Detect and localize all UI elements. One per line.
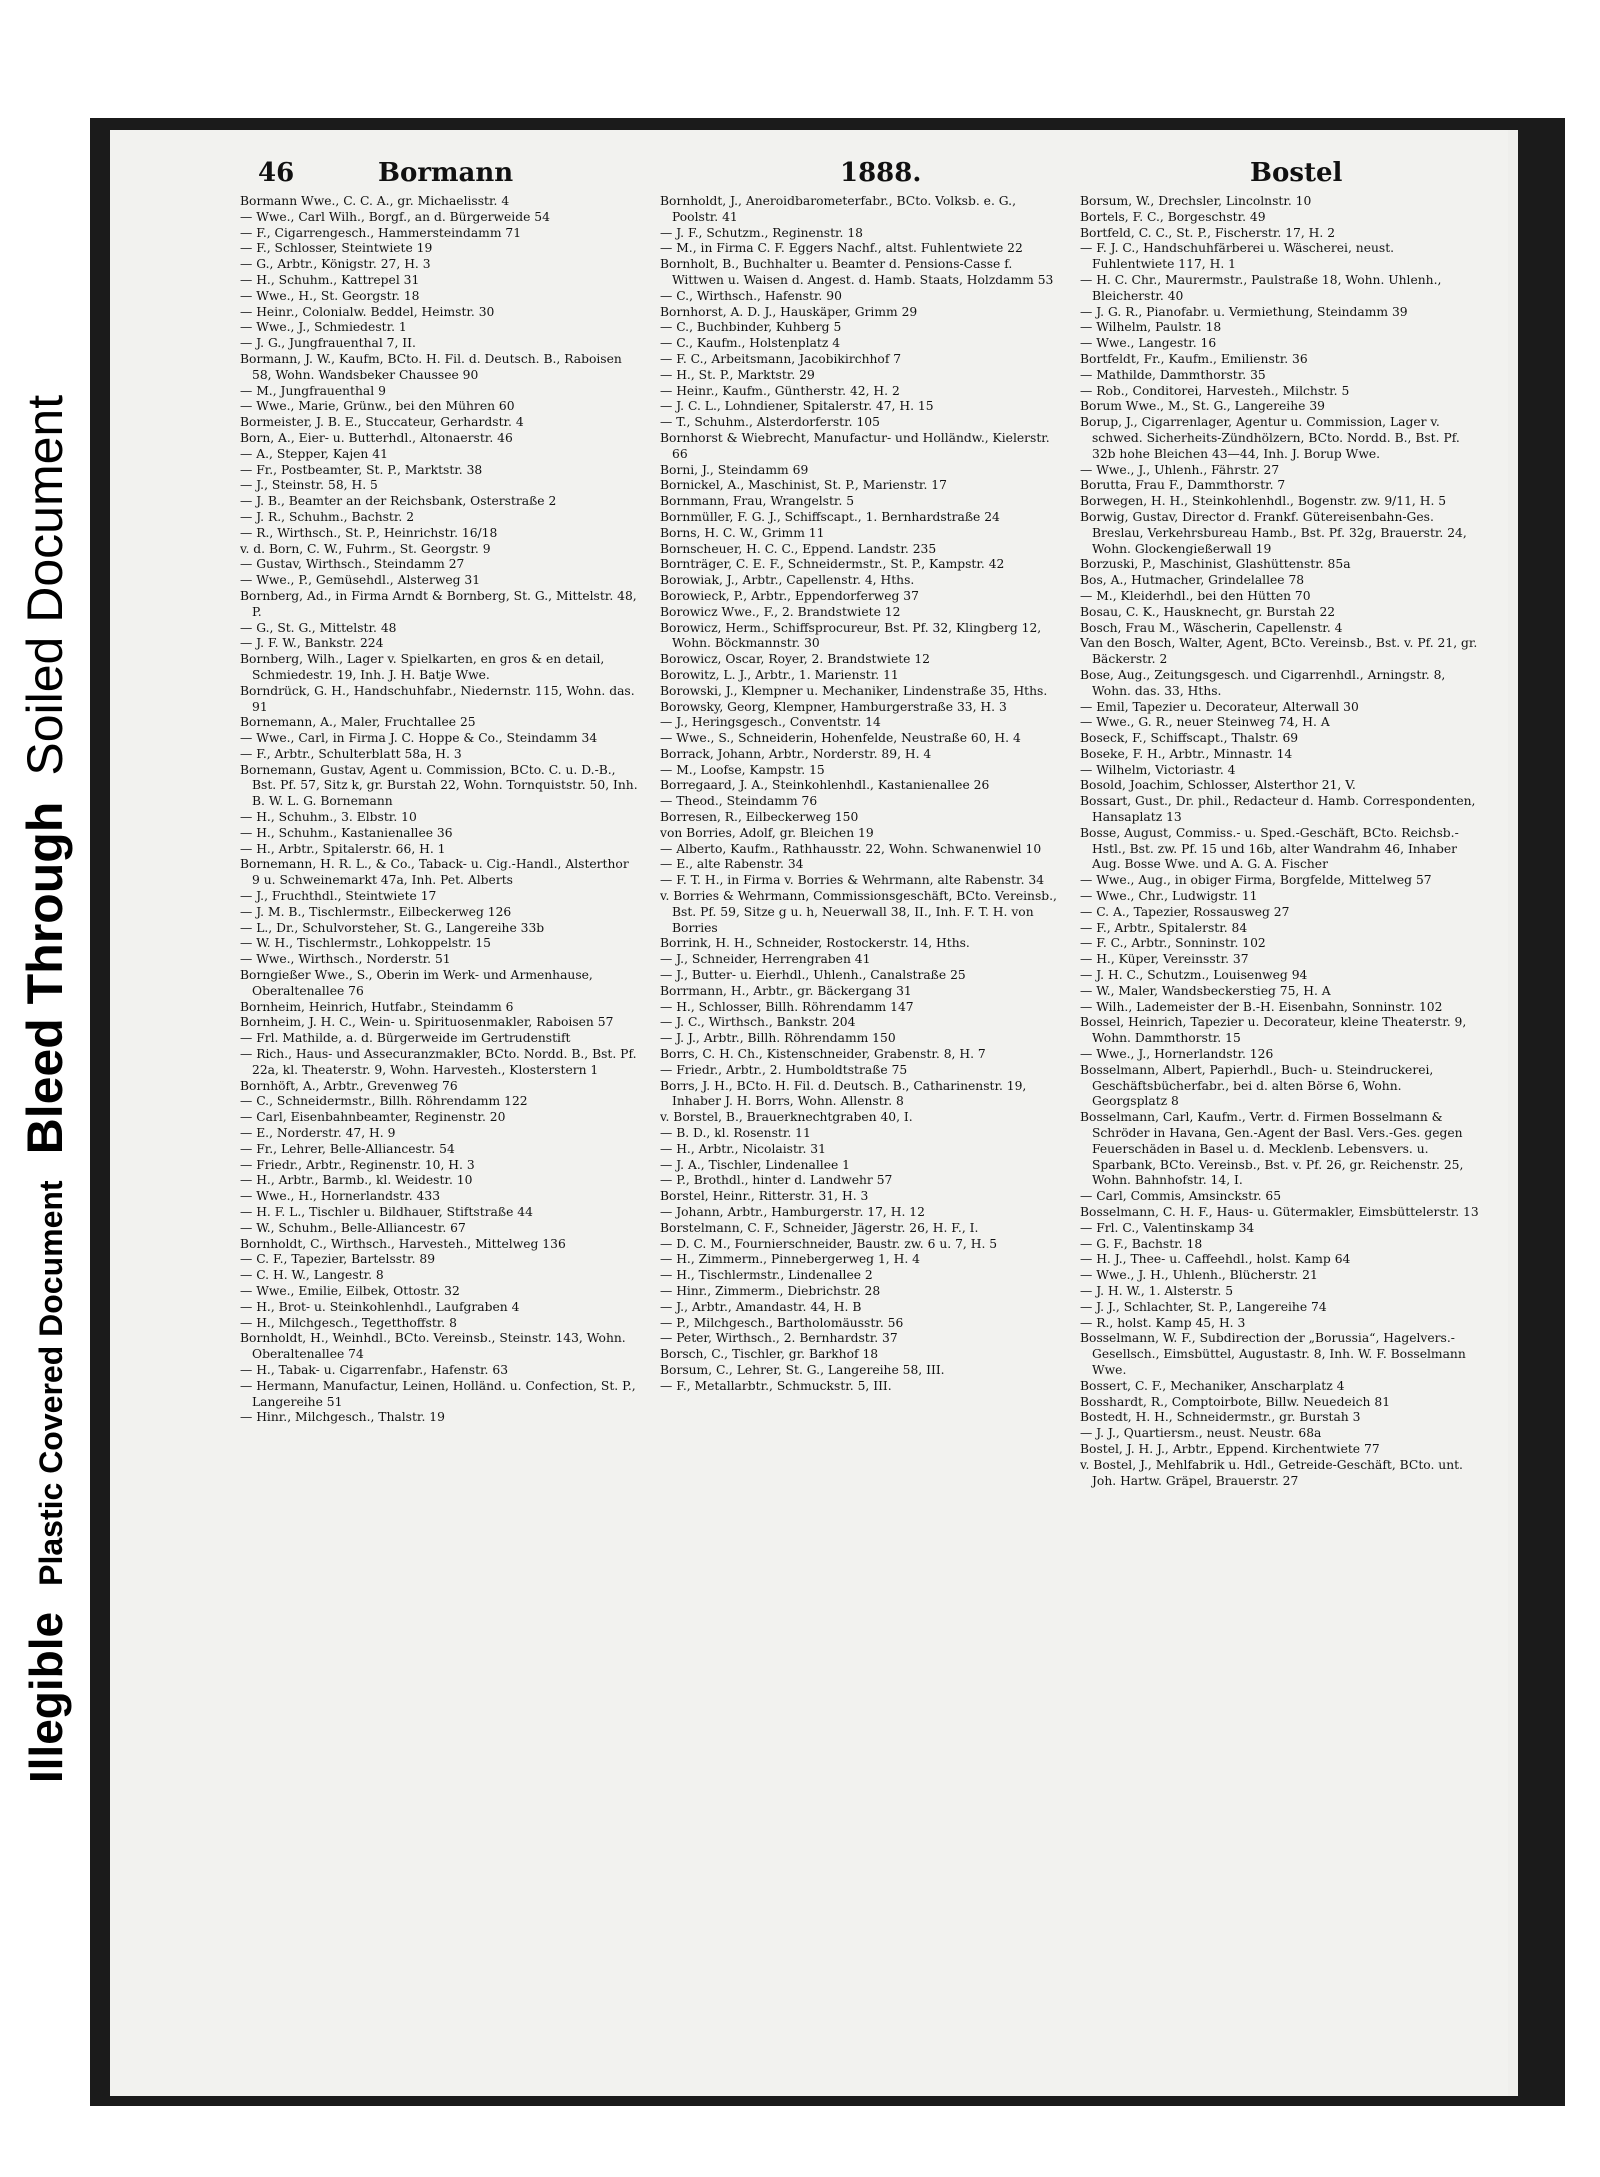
directory-entry: Bosselmann, W. F., Subdirection der „Borussia“, Hagelvers.-Gesellsch., Eimsbüttel, Augustastr. 8, Inh. W. F. Bosselmann Wwe.	[1080, 1331, 1466, 1377]
directory-entry: — F., Cigarrengesch., Hammersteindamm 71	[240, 225, 522, 240]
directory-entry: — J., Butter- u. Eierhdl., Uhlenh., Canalstraße 25	[660, 968, 966, 983]
column-3	[1080, 194, 1480, 2074]
directory-entry: — F., Arbtr., Schulterblatt 58a, H. 3	[240, 746, 462, 761]
directory-entry: — J. G. R., Pianofabr. u. Vermiethung, Steindamm 39	[1080, 304, 1408, 319]
directory-entry: — F. C., Arbeitsmann, Jacobikirchhof 7	[660, 351, 902, 366]
directory-entry: Borregaard, J. A., Steinkohlenhdl., Kastanienallee 26	[660, 778, 990, 793]
directory-entry: Borrs, C. H. Ch., Kistenschneider, Grabenstr. 8, H. 7	[660, 1047, 986, 1062]
directory-entry: Borns, H. C. W., Grimm 11	[660, 525, 825, 540]
directory-entry: — F., Metallarbtr., Schmuckstr. 5, III.	[660, 1378, 892, 1393]
directory-entry: Borrmann, H., Arbtr., gr. Bäckergang 31	[660, 983, 912, 998]
directory-entry: — Wwe., J., Hornerlandstr. 126	[1080, 1047, 1274, 1062]
directory-entry: — F. J. C., Handschuhfärberei u. Wäscherei, neust. Fuhlentwiete 117, H. 1	[1080, 241, 1395, 272]
directory-entry: Borstel, Heinr., Ritterstr. 31, H. 3	[660, 1189, 869, 1204]
directory-entry: — G., Arbtr., Königstr. 27, H. 3	[240, 257, 431, 272]
directory-entry: — Wwe., H., St. Georgstr. 18	[240, 288, 420, 303]
directory-entry: — M., Jungfrauenthal 9	[240, 383, 386, 398]
page-spine	[1508, 130, 1518, 2096]
directory-entry: — Wwe., Wirthsch., Norderstr. 51	[240, 952, 451, 967]
directory-entry: — T., Schuhm., Alsterdorferstr. 105	[660, 415, 880, 430]
directory-entry: Borrink, H. H., Schneider, Rostockerstr. 14, Hths.	[660, 936, 970, 951]
directory-entry: — Hinr., Milchgesch., Thalstr. 19	[240, 1410, 445, 1425]
directory-entry: — Wwe., P., Gemüsehdl., Alsterweg 31	[240, 573, 481, 588]
label-bleed-through: Bleed Through	[17, 801, 73, 1154]
directory-entry: Borstelmann, C. F., Schneider, Jägerstr. 26, H. F., I.	[660, 1220, 979, 1235]
directory-entry: Bornholdt, C., Wirthsch., Harvesteh., Mittelweg 136	[240, 1236, 566, 1251]
directory-entry: — J. F., Schutzm., Reginenstr. 18	[660, 225, 863, 240]
directory-entry: Bostedt, H. H., Schneidermstr., gr. Burstah 3	[1080, 1410, 1361, 1425]
directory-entry: Bosselmann, C. H. F., Haus- u. Gütermakler, Eimsbüttelerstr. 13	[1080, 1205, 1479, 1219]
directory-entry: Bornemann, H. R. L., & Co., Taback- u. Cig.-Handl., Alsterthor 9 u. Schweinemarkt 47a, Inh. Pet. Alberts	[240, 857, 629, 888]
directory-entry: Bose, Aug., Zeitungsgesch. und Cigarrenhdl., Arningstr. 8, Wohn. das. 33, Hths.	[1080, 667, 1446, 698]
directory-entry: — J. C. L., Lohndiener, Spitalerstr. 47, H. 15	[660, 399, 934, 414]
directory-entry: — Johann, Arbtr., Hamburgerstr. 17, H. 12	[660, 1205, 925, 1219]
directory-entry: — M., Loofse, Kampstr. 15	[660, 762, 825, 777]
directory-entry: — Frl. Mathilde, a. d. Bürgerweide im Gertrudenstift	[240, 1031, 571, 1046]
directory-entry: Borowicz, Oscar, Royer, 2. Brandstwiete 12	[660, 652, 930, 667]
directory-entry: — Wwe., J. H., Uhlenh., Blücherstr. 21	[1080, 1268, 1318, 1283]
directory-entry: — J. M. B., Tischlermstr., Eilbeckerweg 126	[240, 904, 512, 919]
directory-entry: Bornholt, B., Buchhalter u. Beamter d. Pensions-Casse f. Wittwen u. Waisen d. Angest. d. Hamb. Staats, Holzdamm 53	[660, 257, 1054, 287]
directory-entry: Bossart, Gust., Dr. phil., Redacteur d. Hamb. Correspondenten, Hansaplatz 13	[1080, 794, 1476, 825]
directory-entry: Bornscheuer, H. C. C., Eppend. Landstr. 235	[660, 541, 937, 556]
directory-entry: — E., Norderstr. 47, H. 9	[240, 1126, 396, 1141]
directory-entry: v. Borstel, B., Brauerknechtgraben 40, I.	[660, 1110, 913, 1125]
directory-entry: — Rob., Conditorei, Harvesteh., Milchstr. 5	[1080, 383, 1350, 398]
directory-entry: — H. C. Chr., Maurermstr., Paulstraße 18, Wohn. Uhlenh., Bleicherstr. 40	[1080, 272, 1442, 303]
directory-entry: — F., Schlosser, Steintwiete 19	[240, 241, 433, 256]
directory-entry: — Hermann, Manufactur, Leinen, Holländ. u. Confection, St. P., Langereihe 51	[240, 1378, 636, 1409]
directory-entry: Borsch, C., Tischler, gr. Barkhof 18	[660, 1347, 879, 1362]
directory-entry: — Carl, Eisenbahnbeamter, Reginenstr. 20	[240, 1110, 506, 1125]
directory-entry: — J. J., Arbtr., Billh. Röhrendamm 150	[660, 1031, 896, 1046]
directory-entry: — J. G., Jungfrauenthal 7, II.	[240, 336, 416, 351]
directory-entry: — J., Steinstr. 58, H. 5	[240, 478, 378, 493]
directory-entry: Bosau, C. K., Hausknecht, gr. Burstah 22	[1080, 604, 1336, 619]
directory-entry: Borsum, W., Drechsler, Lincolnstr. 10	[1080, 194, 1312, 208]
directory-entry: — H., Küper, Vereinsstr. 37	[1080, 952, 1249, 967]
directory-entry: — J., Heringsgesch., Conventstr. 14	[660, 715, 881, 730]
directory-entry: — C. A., Tapezier, Rossausweg 27	[1080, 904, 1290, 919]
directory-entry: — J., Schneider, Herrengraben 41	[660, 952, 871, 967]
directory-entry: — Fr., Postbeamter, St. P., Marktstr. 38	[240, 462, 483, 477]
directory-entry: — Hinr., Zimmerm., Diebrichstr. 28	[660, 1283, 881, 1298]
directory-entry: Bornemann, A., Maler, Fruchtallee 25	[240, 715, 476, 730]
directory-entry: — M., Kleiderhdl., bei den Hütten 70	[1080, 588, 1311, 603]
directory-entry: — Heinr., Kaufm., Güntherstr. 42, H. 2	[660, 383, 900, 398]
directory-entry: Borzuski, P., Maschinist, Glashüttenstr. 85a	[1080, 557, 1351, 572]
directory-entry: — Wwe., J., Uhlenh., Fährstr. 27	[1080, 462, 1280, 477]
directory-entry: — Mathilde, Dammthorstr. 35	[1080, 367, 1266, 382]
directory-columns	[240, 194, 1490, 2074]
directory-entry: — J. A., Tischler, Lindenallee 1	[660, 1157, 850, 1172]
directory-entry: Bornheim, Heinrich, Hutfabr., Steindamm 6	[240, 999, 514, 1014]
directory-entry: — L., Dr., Schulvorsteher, St. G., Langereihe 33b	[240, 920, 545, 935]
directory-entry: — Wilhelm, Paulstr. 18	[1080, 320, 1222, 335]
directory-entry: Bornholdt, J., Aneroidbarometerfabr., BCto. Volksb. e. G., Poolstr. 41	[660, 194, 1016, 224]
directory-entry: — R., Wirthsch., St. P., Heinrichstr. 16/18	[240, 525, 498, 540]
directory-entry: — F. C., Arbtr., Sonninstr. 102	[1080, 936, 1266, 951]
directory-entry: — W., Maler, Wandsbeckerstieg 75, H. A	[1080, 983, 1331, 998]
directory-entry: — H., Zimmerm., Pinnebergerweg 1, H. 4	[660, 1252, 920, 1267]
directory-entry: Bornberg, Wilh., Lager v. Spielkarten, en gros & en detail, Schmiedestr. 19, Inh. J. H. Batje Wwe.	[240, 652, 605, 682]
label-soiled-document: Soiled Document	[17, 394, 73, 776]
directory-entry: Borrack, Johann, Arbtr., Norderstr. 89, H. 4	[660, 746, 932, 761]
directory-entry: Borndrück, G. H., Handschuhfabr., Niedernstr. 115, Wohn. das. 91	[240, 683, 635, 714]
directory-entry: — Wwe., Carl Wilh., Borgf., an d. Bürgerweide 54	[240, 209, 550, 224]
directory-entry: Bornhöft, A., Arbtr., Grevenweg 76	[240, 1078, 458, 1093]
directory-entry: — J. B., Beamter an der Reichsbank, Osterstraße 2	[240, 494, 557, 509]
directory-entry: — Peter, Wirthsch., 2. Bernhardstr. 37	[660, 1331, 898, 1346]
directory-entry: — Friedr., Arbtr., Reginenstr. 10, H. 3	[240, 1157, 475, 1172]
directory-entry: Borni, J., Steindamm 69	[660, 462, 809, 477]
directory-entry: v. Borries & Wehrmann, Commissionsgeschäft, BCto. Vereinsb., Bst. Pf. 59, Sitze g u. h, Neuerwall 38, II., Inh. F. T. H. von Borries	[660, 889, 1057, 935]
directory-entry: Borwegen, H. H., Steinkohlenhdl., Bogenstr. zw. 9/11, H. 5	[1080, 494, 1447, 509]
side-label	[0, 0, 90, 2177]
directory-entry: Van den Bosch, Walter, Agent, BCto. Vereinsb., Bst. v. Pf. 21, gr. Bäckerstr. 2	[1080, 636, 1478, 667]
directory-entry: — Wwe., Chr., Ludwigstr. 11	[1080, 889, 1258, 904]
directory-entry: Borutta, Frau F., Dammthorstr. 7	[1080, 478, 1286, 493]
directory-entry: — H., Schuhm., 3. Elbstr. 10	[240, 810, 417, 825]
directory-entry: Borowiak, J., Arbtr., Capellenstr. 4, Hths.	[660, 573, 915, 588]
directory-entry: — J., Arbtr., Amandastr. 44, H. B	[660, 1299, 862, 1314]
directory-entry: — H., Arbtr., Spitalerstr. 66, H. 1	[240, 841, 446, 856]
directory-page	[110, 130, 1518, 2096]
directory-entry: Borup, J., Cigarrenlager, Agentur u. Commission, Lager v. schwed. Sicherheits-Zündhölzern, BCto. Nordd. B., Bst. Pf. 32b hohe Bleichen 43—44, Inh. J. Borup Wwe.	[1080, 415, 1460, 461]
directory-entry: — Carl, Commis, Amsinckstr. 65	[1080, 1189, 1282, 1204]
directory-entry: — J. J., Quartiersm., neust. Neustr. 68a	[1080, 1426, 1322, 1441]
directory-entry: Bormann, J. W., Kaufm, BCto. H. Fil. d. Deutsch. B., Raboisen 58, Wohn. Wandsbeker Chaussee 90	[240, 351, 622, 382]
directory-entry: Bosch, Frau M., Wäscherin, Capellenstr. 4	[1080, 620, 1343, 635]
directory-entry: von Borries, Adolf, gr. Bleichen 19	[660, 825, 874, 840]
directory-entry: Bossel, Heinrich, Tapezier u. Decorateur, kleine Theaterstr. 9, Wohn. Dammthorstr. 15	[1080, 1015, 1467, 1046]
directory-entry: — Wwe., Emilie, Eilbek, Ottostr. 32	[240, 1283, 460, 1298]
directory-entry: — Emil, Tapezier u. Decorateur, Alterwall 30	[1080, 699, 1359, 714]
directory-entry: Borowieck, P., Arbtr., Eppendorferweg 37	[660, 588, 919, 603]
directory-entry: — R., holst. Kamp 45, H. 3	[1080, 1315, 1246, 1330]
directory-entry: — J. R., Schuhm., Bachstr. 2	[240, 509, 415, 524]
directory-entry: Bortels, F. C., Borgeschstr. 49	[1080, 209, 1266, 224]
page-number: 46	[258, 158, 295, 188]
directory-entry: — C., Kaufm., Holstenplatz 4	[660, 336, 841, 351]
directory-entry: Borum Wwe., M., St. G., Langereihe 39	[1080, 399, 1325, 414]
directory-entry: — Wwe., Carl, in Firma J. C. Hoppe & Co., Steindamm 34	[240, 731, 598, 746]
directory-entry: Bornholdt, H., Weinhdl., BCto. Vereinsb., Steinstr. 143, Wohn. Oberaltenallee 74	[240, 1331, 626, 1362]
directory-entry: Bosselmann, Carl, Kaufm., Vertr. d. Firmen Bosselmann & Schröder in Havana, Gen.-Agent der Basl. Vers.-Ges. gegen Feuerschäden in Basel u. d. Mecklenb. Lebensvers. u. Sparbank, BCto. Vereinsb., Bst. v. Pf. 26, gr. Reichenstr. 25, Wohn. Bahnhofstr. 14, I.	[1080, 1110, 1464, 1188]
directory-entry: Borowski, J., Klempner u. Mechaniker, Lindenstraße 35, Hths.	[660, 683, 1048, 698]
directory-entry: v. Bostel, J., Mehlfabrik u. Hdl., Getreide-Geschäft, BCto. unt. Joh. Hartw. Gräpel, Brauerstr. 27	[1080, 1457, 1463, 1488]
directory-entry: Bornmüller, F. G. J., Schiffscapt., 1. Bernhardstraße 24	[660, 509, 1000, 524]
directory-entry: — Wwe., S., Schneiderin, Hohenfelde, Neustraße 60, H. 4	[660, 731, 1021, 746]
directory-entry: — G., St. G., Mittelstr. 48	[240, 620, 397, 635]
directory-entry: — Wwe., G. R., neuer Steinweg 74, H. A	[1080, 715, 1330, 730]
directory-entry: — Rich., Haus- und Assecuranzmakler, BCto. Nordd. B., Bst. Pf. 22a, kl. Theaterstr. 9, Wohn. Harvesteh., Klosterstern 1	[240, 1047, 637, 1077]
directory-entry: Borsum, C., Lehrer, St. G., Langereihe 58, III.	[660, 1362, 945, 1377]
directory-entry: Bornhorst & Wiebrecht, Manufactur- und Holländw., Kielerstr. 66	[660, 430, 1050, 461]
directory-entry: — J. F. W., Bankstr. 224	[240, 636, 384, 651]
directory-entry: — Frl. C., Valentinskamp 34	[1080, 1220, 1255, 1235]
directory-entry: — Wwe., H., Hornerlandstr. 433	[240, 1189, 441, 1204]
directory-entry: — H., Arbtr., Barmb., kl. Weidestr. 10	[240, 1173, 473, 1188]
header-left-word: Bormann	[378, 158, 514, 188]
directory-entry: Bosse, August, Commiss.- u. Sped.-Geschäft, BCto. Reichsb.-Hstl., Bst. zw. Pf. 15 und 16b, alter Wandrahm 46, Inhaber Aug. Bosse Wwe. und A. G. A. Fischer	[1080, 825, 1459, 872]
directory-entry: — J., Fruchthdl., Steintwiete 17	[240, 889, 437, 904]
directory-entry: — J. H. C., Schutzm., Louisenweg 94	[1080, 968, 1308, 983]
directory-entry: Bornemann, Gustav, Agent u. Commission, BCto. C. u. D.-B., Bst. Pf. 57, Sitz k, gr. Burstah 22, Wohn. Tornquiststr. 50, Inh. B. W. L. G. Bornemann	[240, 762, 638, 809]
directory-entry: — Heinr., Colonialw. Beddel, Heimstr. 30	[240, 304, 495, 319]
directory-entry: Borowicz, Herm., Schiffsprocureur, Bst. Pf. 32, Klingberg 12, Wohn. Böckmannstr. 30	[660, 620, 1042, 651]
directory-entry: Bornickel, A., Maschinist, St. P., Marienstr. 17	[660, 478, 947, 493]
directory-entry: — E., alte Rabenstr. 34	[660, 857, 804, 872]
directory-entry: Bosshardt, R., Comptoirbote, Billw. Neuedeich 81	[1080, 1394, 1391, 1409]
directory-entry: — H., Schuhm., Kastanienallee 36	[240, 825, 453, 840]
header-year: 1888.	[840, 158, 922, 188]
directory-entry: — C., Wirthsch., Hafenstr. 90	[660, 288, 842, 303]
directory-entry: Bornmann, Frau, Wrangelstr. 5	[660, 494, 855, 509]
directory-entry: — C. F., Tapezier, Bartelsstr. 89	[240, 1252, 436, 1267]
directory-entry: Borrs, J. H., BCto. H. Fil. d. Deutsch. B., Catharinenstr. 19, Inhaber J. H. Borrs, Wohn. Allenstr. 8	[660, 1078, 1027, 1109]
directory-entry: — Wwe., J., Schmiedestr. 1	[240, 320, 407, 335]
directory-entry: — H., Tischlermstr., Lindenallee 2	[660, 1268, 873, 1283]
directory-entry: — H. J., Thee- u. Caffeehdl., holst. Kamp 64	[1080, 1252, 1351, 1267]
directory-entry: — D. C. M., Fournierschneider, Baustr. zw. 6 u. 7, H. 5	[660, 1236, 998, 1251]
directory-entry: Bornheim, J. H. C., Wein- u. Spirituosenmakler, Raboisen 57	[240, 1015, 614, 1030]
directory-entry: Bosold, Joachim, Schlosser, Alsterthor 21, V.	[1080, 778, 1356, 793]
directory-entry: — Friedr., Arbtr., 2. Humboldtstraße 75	[660, 1062, 908, 1077]
directory-entry: Bormann Wwe., C. C. A., gr. Michaelisstr. 4	[240, 194, 510, 208]
directory-entry: — H., Schuhm., Kattrepel 31	[240, 272, 420, 287]
directory-entry: Bos, A., Hutmacher, Grindelallee 78	[1080, 573, 1305, 588]
directory-entry: — J. J., Schlachter, St. P., Langereihe 74	[1080, 1299, 1327, 1314]
directory-entry: — Gustav, Wirthsch., Steindamm 27	[240, 557, 465, 572]
directory-entry: — H. F. L., Tischler u. Bildhauer, Stiftstraße 44	[240, 1205, 533, 1219]
label-illegible: Illegible	[20, 1611, 72, 1783]
label-plastic-covered: Plastic Covered Document	[33, 1179, 69, 1586]
directory-entry: Bortfeldt, Fr., Kaufm., Emilienstr. 36	[1080, 351, 1308, 366]
directory-entry: — C., Schneidermstr., Billh. Röhrendamm 122	[240, 1094, 528, 1109]
directory-entry: Borowitz, L. J., Arbtr., 1. Marienstr. 11	[660, 667, 899, 682]
directory-entry: — C. H. W., Langestr. 8	[240, 1268, 384, 1283]
directory-entry: Boseke, F. H., Arbtr., Minnastr. 14	[1080, 746, 1293, 761]
directory-entry: — Wilh., Lademeister der B.-H. Eisenbahn, Sonninstr. 102	[1080, 999, 1443, 1014]
directory-entry: — Theod., Steindamm 76	[660, 794, 818, 809]
column-1	[240, 194, 640, 2074]
directory-entry: — J. C., Wirthsch., Bankstr. 204	[660, 1015, 856, 1030]
directory-entry: Borwig, Gustav, Director d. Frankf. Gütereisenbahn-Ges. Breslau, Verkehrsbureau Hamb., Bst. Pf. 32g, Brauerstr. 24, Wohn. Glockengießerwall 19	[1080, 509, 1467, 556]
directory-entry: Bostel, J. H. J., Arbtr., Eppend. Kirchentwiete 77	[1080, 1441, 1380, 1456]
directory-entry: Borowsky, Georg, Klempner, Hamburgerstraße 33, H. 3	[660, 699, 1007, 714]
directory-entry: — H., Tabak- u. Cigarrenfabr., Hafenstr. 63	[240, 1362, 509, 1377]
header-right-word: Bostel	[1250, 158, 1343, 188]
directory-entry: — Fr., Lehrer, Belle-Alliancestr. 54	[240, 1141, 455, 1156]
directory-entry: — H., Brot- u. Steinkohlenhdl., Laufgraben 4	[240, 1299, 520, 1314]
side-label-text	[16, 394, 74, 1782]
directory-entry: — B. D., kl. Rosenstr. 11	[660, 1126, 811, 1141]
directory-entry: — F., Arbtr., Spitalerstr. 84	[1080, 920, 1248, 935]
directory-entry: — H., Schlosser, Billh. Röhrendamm 147	[660, 999, 914, 1014]
directory-entry: Bortfeld, C. C., St. P., Fischerstr. 17, H. 2	[1080, 225, 1336, 240]
directory-entry: — P., Milchgesch., Bartholomäusstr. 56	[660, 1315, 904, 1330]
directory-entry: — H., Arbtr., Nicolaistr. 31	[660, 1141, 826, 1156]
directory-entry: Boseck, F., Schiffscapt., Thalstr. 69	[1080, 731, 1299, 746]
directory-entry: — Alberto, Kaufm., Rathhausstr. 22, Wohn. Schwanenwiel 10	[660, 841, 1042, 856]
directory-entry: Born, A., Eier- u. Butterhdl., Altonaerstr. 46	[240, 430, 513, 445]
directory-entry: — A., Stepper, Kajen 41	[240, 446, 388, 461]
directory-entry: — G. F., Bachstr. 18	[1080, 1236, 1203, 1251]
directory-entry: — F. T. H., in Firma v. Borries & Wehrmann, alte Rabenstr. 34	[660, 873, 1045, 888]
directory-entry: — J. H. W., 1. Alsterstr. 5	[1080, 1283, 1234, 1298]
directory-entry: — P., Brothdl., hinter d. Landwehr 57	[660, 1173, 893, 1188]
directory-entry: — W. H., Tischlermstr., Lohkoppelstr. 15	[240, 936, 492, 951]
directory-entry: Bosselmann, Albert, Papierhdl., Buch- u. Steindruckerei, Geschäftsbücherfabr., bei d. alten Börse 6, Wohn. Georgsplatz 8	[1080, 1062, 1434, 1109]
directory-entry: Borngießer Wwe., S., Oberin im Werk- und Armenhause, Oberaltenallee 76	[240, 968, 593, 998]
directory-entry: Borowicz Wwe., F., 2. Brandstwiete 12	[660, 604, 901, 619]
directory-entry: Bornträger, C. E. F., Schneidermstr., St. P., Kampstr. 42	[660, 557, 1005, 572]
scanned-page-frame	[90, 118, 1565, 2106]
directory-entry: — C., Buchbinder, Kuhberg 5	[660, 320, 842, 335]
directory-entry: — H., Milchgesch., Tegetthoffstr. 8	[240, 1315, 457, 1330]
directory-entry: — Wwe., Marie, Grünw., bei den Mühren 60	[240, 399, 515, 414]
directory-entry: — Wwe., Aug., in obiger Firma, Borgfelde, Mittelweg 57	[1080, 873, 1432, 888]
directory-entry: Bossert, C. F., Mechaniker, Anscharplatz 4	[1080, 1378, 1345, 1393]
directory-entry: Bornhorst, A. D. J., Hauskäper, Grimm 29	[660, 304, 918, 319]
directory-entry: Bornberg, Ad., in Firma Arndt & Bornberg, St. G., Mittelstr. 48, P.	[240, 588, 637, 619]
directory-entry: — W., Schuhm., Belle-Alliancestr. 67	[240, 1220, 466, 1235]
directory-entry: — H., St. P., Marktstr. 29	[660, 367, 815, 382]
page-header	[110, 158, 1518, 198]
directory-entry: Borresen, R., Eilbeckerweg 150	[660, 810, 859, 825]
directory-entry: v. d. Born, C. W., Fuhrm., St. Georgstr. 9	[240, 541, 491, 556]
directory-entry: Bormeister, J. B. E., Stuccateur, Gerhardstr. 4	[240, 415, 524, 430]
directory-entry: — Wwe., Langestr. 16	[1080, 336, 1217, 351]
directory-entry: — M., in Firma C. F. Eggers Nachf., altst. Fuhlentwiete 22	[660, 241, 1023, 256]
column-2	[660, 194, 1060, 2074]
directory-entry: — Wilhelm, Victoriastr. 4	[1080, 762, 1236, 777]
